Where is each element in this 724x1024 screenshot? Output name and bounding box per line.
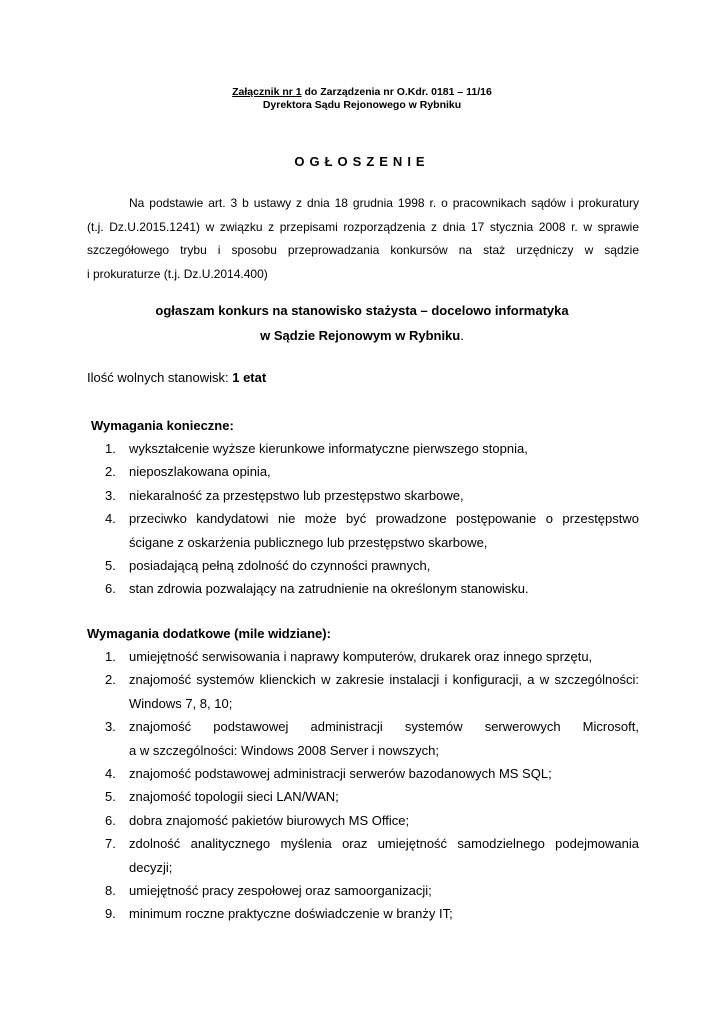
required-list	[105, 437, 639, 601]
positions-value: 1 etat	[232, 370, 267, 385]
list-item	[105, 832, 639, 879]
list-item	[105, 645, 639, 668]
intro-line-2: (t.j. Dz.U.2015.1241) w związku z przepisami rozporządzenia z dnia 17 stycznia 2008 r. w sprawie	[87, 219, 639, 234]
list-item-number: 3.	[105, 719, 116, 735]
list-item-text-continued: Windows 7, 8, 10;	[129, 695, 233, 711]
list-item-number: 3.	[105, 487, 116, 503]
announcement-line-2	[0, 324, 724, 348]
list-item	[105, 668, 639, 715]
intro-line-3: szczegółowego trybu i sposobu przeprowadzania konkursów na staż urzędniczy w sądzie	[87, 243, 639, 257]
list-item-text: wykształcenie wyższe kierunkowe informatyczne pierwszego stopnia,	[129, 441, 528, 456]
list-item	[105, 554, 639, 577]
list-item	[105, 577, 639, 600]
attachment-header-line1	[0, 86, 724, 99]
list-item	[105, 809, 639, 832]
list-item-text: znajomość podstawowej administracji systemów serwerowych Microsoft,	[129, 719, 639, 735]
list-item	[105, 460, 639, 483]
list-item	[105, 762, 639, 785]
list-item-text: posiadającą pełną zdolność do czynności prawnych,	[129, 558, 431, 574]
additional-list	[105, 645, 639, 926]
list-item-number: 8.	[105, 883, 116, 899]
list-item-text: stan zdrowia pozwalający na zatrudnienie na określonym stanowisku.	[129, 581, 529, 597]
list-item-text-continued: ścigane z oskarżenia publicznego lub przestępstwo skarbowe,	[129, 534, 488, 550]
list-item-number: 6.	[105, 581, 116, 597]
list-item-number: 6.	[105, 812, 116, 828]
document-title: OGŁOSZENIE	[294, 154, 430, 169]
list-item	[105, 437, 639, 460]
list-item-number: 1.	[105, 441, 116, 456]
attachment-label: Załącznik nr 1	[232, 86, 302, 98]
list-item	[105, 902, 639, 925]
list-item	[105, 879, 639, 902]
intro-line-4: i prokuraturze (t.j. Dz.U.2014.400)	[87, 266, 268, 281]
list-item-number: 1.	[105, 649, 116, 664]
additional-heading: Wymagania dodatkowe (mile widziane):	[87, 626, 331, 641]
announcement-period: .	[460, 328, 464, 343]
required-heading: Wymagania konieczne:	[91, 418, 234, 433]
list-item	[105, 507, 639, 554]
list-item-text: znajomość systemów klienckich w zakresie instalacji i konfiguracji, a w szczególności:	[129, 672, 639, 688]
intro-line-1: Na podstawie art. 3 b ustawy z dnia 18 grudnia 1998 r. o pracownikach sądów i prokuratury	[129, 196, 639, 210]
list-item-text: znajomość podstawowej administracji serwerów bazodanowych MS SQL;	[129, 766, 552, 782]
list-item-number: 4.	[105, 511, 116, 527]
list-item	[105, 715, 639, 762]
list-item-number: 4.	[105, 766, 116, 782]
intro-paragraph	[87, 192, 639, 286]
positions-label: Ilość wolnych stanowisk:	[87, 370, 233, 385]
list-item-text: minimum roczne praktyczne doświadczenie w branży IT;	[129, 906, 453, 922]
list-item-text: umiejętność pracy zespołowej oraz samoorganizacji;	[129, 883, 432, 899]
list-item-text: niekaralność za przestępstwo lub przestępstwo skarbowe,	[129, 487, 464, 503]
list-item-number: 9.	[105, 906, 116, 922]
list-item-number: 5.	[105, 558, 116, 574]
announcement-court: w Sądzie Rejonowym w Rybniku	[260, 328, 461, 343]
attachment-ref: do Zarządzenia nr O.Kdr. 0181 – 11/16	[301, 86, 492, 98]
list-item	[105, 484, 639, 507]
list-item-number: 2.	[105, 672, 116, 688]
list-item-text: zdolność analitycznego myślenia oraz umiejętność samodzielnego podejmowania	[129, 836, 639, 852]
list-item-text: nieposzlakowana opinia,	[129, 464, 271, 480]
announcement-line-1: ogłaszam konkurs na stanowisko stażysta – docelowo informatyka	[155, 303, 569, 318]
list-item-number: 7.	[105, 836, 116, 852]
list-item-number: 2.	[105, 464, 116, 480]
list-item	[105, 785, 639, 808]
attachment-header-line2: Dyrektora Sądu Rejonowego w Rybniku	[262, 99, 462, 111]
list-item-number: 5.	[105, 789, 116, 805]
list-item-text-continued: decyzji;	[129, 859, 173, 875]
list-item-text-continued: a w szczególności: Windows 2008 Server i nowszych;	[129, 742, 439, 758]
list-item-text: dobra znajomość pakietów biurowych MS Office;	[129, 812, 410, 828]
list-item-text: przeciwko kandydatowi nie może być prowadzone postępowanie o przestępstwo	[129, 511, 639, 527]
positions-count	[87, 370, 266, 385]
list-item-text: umiejętność serwisowania i naprawy komputerów, drukarek oraz innego sprzętu,	[129, 649, 593, 664]
list-item-text: znajomość topologii sieci LAN/WAN;	[129, 789, 339, 805]
